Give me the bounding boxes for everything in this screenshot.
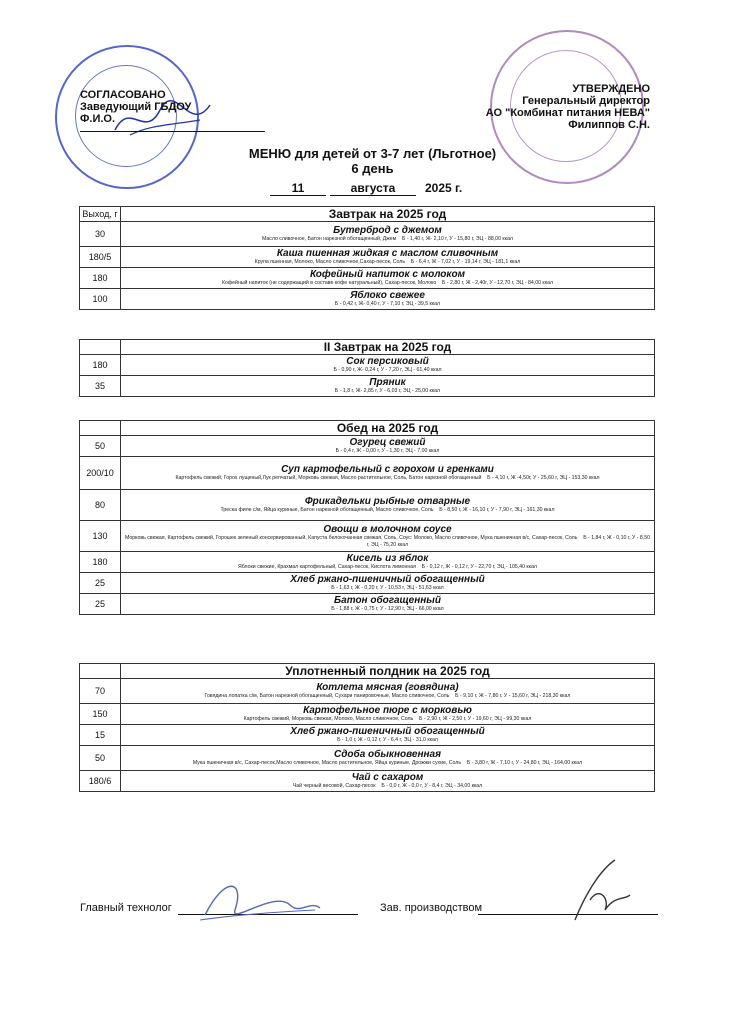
footer-technologist-label: Главный технолог <box>80 902 172 914</box>
dish-nutrition: Б - 3,80 г, Ж - 7,10 г, У - 24,80 г, ЭЦ - 164,00 ккал <box>466 760 583 767</box>
dish-nutrition: Б - 0,0 г, Ж - 0,0 г, У - 8,4 г, ЭЦ - 34,00 ккал <box>381 783 483 790</box>
section-title: Уплотненный полдник на 2025 год <box>121 664 655 679</box>
dish-weight: 180 <box>80 268 121 289</box>
dish-nutrition: Б - 1,88 г, Ж - 0,75 г, У - 12,90 г, ЭЦ - 66,00 ккал <box>331 606 444 613</box>
dish-name: Яблоко свежее <box>350 290 425 302</box>
dish-weight: 80 <box>80 490 121 521</box>
dish-composition <box>121 693 654 700</box>
dish-composition <box>121 716 654 723</box>
dish-cell <box>121 521 655 552</box>
dish-cell <box>121 679 655 704</box>
approval-left-title: СОГЛАСОВАНО <box>80 89 166 101</box>
dish-name: Хлеб ржано-пшеничный обогащенный <box>290 574 485 586</box>
dish-cell <box>121 573 655 594</box>
table-row <box>80 289 655 310</box>
dish-ingredients: Говядина лопатка с/м, Батон нарезной обогащенный, Сухари панировочные, Масло сливочное, Соль <box>204 693 450 700</box>
dish-nutrition: Б - 6,4 г, Ж - 7,02 г, У - 19,14 г, ЭЦ - 181,1 ккал <box>410 259 521 266</box>
table-row <box>80 679 655 704</box>
table-row <box>80 490 655 521</box>
dish-cell <box>121 222 655 247</box>
approval-right <box>486 83 650 131</box>
table-row <box>80 552 655 573</box>
signature-technologist <box>195 870 325 930</box>
table-row <box>80 268 655 289</box>
dish-composition <box>121 535 654 548</box>
dish-name: Каша пшенная жидкая с маслом сливочным <box>276 248 499 260</box>
dish-name: Фрикадельки рыбные отварные <box>304 496 471 508</box>
dish-cell <box>121 771 655 792</box>
menu-day: 6 день <box>351 161 394 176</box>
table-row <box>80 725 655 746</box>
dish-nutrition: Б - 0,4 г, Ж - 0,00 г, У - 1,30 г, ЭЦ - 7,00 ккал <box>335 448 440 455</box>
approval-right-name: Филиппов С.Н. <box>568 119 650 131</box>
table-row <box>80 521 655 552</box>
dish-nutrition: Б - 1,8 г, Ж- 2,85 г, У - 6,03 г, ЭЦ - 25,00 ккал <box>334 388 441 395</box>
dish-cell <box>121 247 655 268</box>
dish-weight: 130 <box>80 521 121 552</box>
dish-name: Котлета мясная (говядина) <box>316 682 459 694</box>
dish-weight: 15 <box>80 725 121 746</box>
dish-weight: 100 <box>80 289 121 310</box>
dish-name: Хлеб ржано-пшеничный обогащенный <box>290 726 485 738</box>
dish-nutrition: Б - 1,0 г, Ж - 0,12 г, У - 6,4 г, ЭЦ - 31,0 ккал <box>337 737 438 744</box>
dish-cell <box>121 746 655 771</box>
dish-cell <box>121 457 655 490</box>
dish-composition <box>121 760 654 767</box>
dish-name: Кисель из яблок <box>346 553 429 565</box>
meal-section-table <box>79 339 655 397</box>
approval-left-name-label: Ф.И.О. <box>80 113 116 125</box>
dish-weight: 50 <box>80 436 121 457</box>
dish-ingredients: Чай черный весовой, Сахар-песок <box>292 783 376 790</box>
date-year: 2025 г. <box>425 181 463 195</box>
table-row <box>80 704 655 725</box>
dish-cell <box>121 490 655 521</box>
dish-ingredients: Крупа пшенная, Молоко, Масло сливочное,Сахар-песок, Соль <box>254 259 406 266</box>
dish-nutrition: Б - 2,80 г, Ж - 2,40г, У - 12,70 г, ЭЦ - 84,00 ккал <box>442 280 553 287</box>
dish-name: Сдоба обыкновенная <box>334 749 441 761</box>
dish-weight: 25 <box>80 573 121 594</box>
section-header-row <box>80 664 655 679</box>
dish-cell <box>121 436 655 457</box>
meal-section-table <box>79 663 655 792</box>
column-header-weight <box>80 664 121 679</box>
date-day: 11 <box>270 181 326 196</box>
dish-weight: 180 <box>80 355 121 376</box>
dish-composition <box>121 783 654 790</box>
dish-weight: 30 <box>80 222 121 247</box>
section-header-row <box>80 421 655 436</box>
dish-ingredients: Мука пшеничная в/с, Сахар-песок,Масло сливочное, Масло растительное, Яйца куриные, Дрожжи сухие, Соль <box>192 760 462 767</box>
meal-section-table <box>79 420 655 615</box>
meal-section-table <box>79 206 655 310</box>
dish-cell <box>121 594 655 615</box>
dish-ingredients: Морковь свежая, Картофель свежий, Горошек зеленый консервированный, Капуста белокочанная свежая, Соль, Соус: Молоко, Масло сливочное, Мука пшеничная в/с, Сахар-песок, Соль <box>125 535 578 541</box>
dish-name: Суп картофельный с горохом и гренками <box>281 464 494 476</box>
dish-name: Кофейный напиток с молоком <box>309 269 465 281</box>
dish-weight: 180 <box>80 552 121 573</box>
dish-nutrition: Б - 0,12 г, Ж - 0,12 г, У - 22,70 г, ЭЦ - 105,40 ккал <box>421 564 537 571</box>
signature-line-left <box>80 131 265 132</box>
dish-name: Пряник <box>369 377 406 389</box>
approval-right-position: Генеральный директор <box>522 95 650 107</box>
section-header-row <box>80 340 655 355</box>
dish-ingredients: Кофейный напиток (не содержащий в составе кофе натуральный), Сахар-песок, Молоко <box>222 280 437 287</box>
approval-right-org: АО "Комбинат питания НЕВА" <box>485 107 650 119</box>
dish-composition <box>121 236 654 243</box>
dish-nutrition: Б - 2,90 г, Ж - 2,50 г, У - 19,60 г, ЭЦ - 99,30 ккал <box>419 716 532 723</box>
signature-production <box>555 855 635 925</box>
dish-weight: 70 <box>80 679 121 704</box>
footer-production-label: Зав. производством <box>380 902 483 914</box>
table-row <box>80 436 655 457</box>
section-header-row <box>80 207 655 222</box>
table-row <box>80 746 655 771</box>
dish-composition <box>121 448 654 455</box>
dish-cell <box>121 289 655 310</box>
dish-nutrition: Б - 1,40 г, Ж- 2,10 г, У - 15,80 г, ЭЦ - 88,00 ккал <box>402 236 513 243</box>
dish-cell <box>121 704 655 725</box>
dish-name: Чай с сахаром <box>351 772 424 784</box>
dish-name: Батон обогащенный <box>334 595 441 607</box>
approval-right-title: УТВЕРЖДЕНО <box>572 83 650 95</box>
dish-composition <box>121 585 654 592</box>
dish-composition <box>121 301 654 308</box>
dish-nutrition: Б - 1,63 г, Ж - 0,20 г, У - 10,53 г, ЭЦ - 51,63 ккал <box>331 585 444 592</box>
table-row <box>80 247 655 268</box>
dish-weight: 25 <box>80 594 121 615</box>
dish-name: Сок персиковый <box>346 356 429 368</box>
dish-composition <box>121 475 654 482</box>
dish-composition <box>121 737 654 744</box>
dish-ingredients: Масло сливочное, Батон нарезной обогащенный, Джем <box>262 236 397 243</box>
table-row <box>80 594 655 615</box>
column-header-weight <box>80 340 121 355</box>
dish-ingredients: Треска филе с/м, Яйца куриные, Батон нарезной обогащенный, Масло сливочное, Соль <box>220 507 434 514</box>
dish-weight: 180/5 <box>80 247 121 268</box>
section-title: Обед на 2025 год <box>121 421 655 436</box>
dish-composition <box>121 367 654 374</box>
dish-ingredients: Картофель свежий, Горох лущеный,Лук репчатый, Морковь свежая, Масло растительное, Соль, Батон нарезной обогащенный <box>175 475 482 482</box>
dish-name: Овощи в молочном соусе <box>323 524 452 535</box>
dish-nutrition: Б - 4,10 г, Ж -4,50г, У - 25,60 г, ЭЦ - 153,30 ккал <box>487 475 600 482</box>
date-month: августа <box>330 181 416 196</box>
dish-name: Бутерброд с джемом <box>333 225 442 237</box>
dish-weight: 35 <box>80 376 121 397</box>
dish-cell <box>121 268 655 289</box>
dish-composition <box>121 388 654 395</box>
table-row <box>80 573 655 594</box>
dish-cell <box>121 552 655 573</box>
column-header-weight <box>80 421 121 436</box>
approval-left-position: Заведующий ГБДОУ <box>80 101 192 113</box>
dish-weight: 200/10 <box>80 457 121 490</box>
menu-title: МЕНЮ для детей от 3-7 лет (Льготное) <box>248 146 497 161</box>
dish-weight: 180/6 <box>80 771 121 792</box>
dish-composition <box>121 280 654 287</box>
dish-ingredients: Яблоки свежие, Крахмал картофельный, Сахар-песок, Кислота лимонная <box>238 564 416 571</box>
dish-composition <box>121 507 654 514</box>
approval-left <box>80 89 191 125</box>
dish-nutrition: Б - 9,10 г, Ж - 7,80 г, У - 15,60 г, ЭЦ - 218,30 ккал <box>455 693 571 700</box>
dish-cell <box>121 355 655 376</box>
dish-nutrition: Б - 8,50 г, Ж - 16,10 г, У - 7,90 г, ЭЦ - 161,30 ккал <box>439 507 555 514</box>
dish-name: Картофельное пюре с морковью <box>303 705 472 717</box>
table-row <box>80 376 655 397</box>
dish-composition <box>121 259 654 266</box>
dish-composition <box>121 564 654 571</box>
dish-ingredients: Картофель свежий, Морковь свежая, Молоко, Масло сливочное, Соль <box>243 716 414 723</box>
dish-composition <box>121 606 654 613</box>
dish-cell <box>121 376 655 397</box>
dish-nutrition: Б - 0,42 г, Ж- 0,40 г, У - 7,10 г, ЭЦ - 39,5 ккал <box>334 301 441 308</box>
dish-weight: 150 <box>80 704 121 725</box>
column-header-weight: Выход, г <box>80 207 121 222</box>
dish-nutrition: Б - 0,90 г, Ж- 0,24 г, У - 7,20 г, ЭЦ - 61,40 ккал <box>333 367 442 374</box>
dish-cell <box>121 725 655 746</box>
section-title: Завтрак на 2025 год <box>121 207 655 222</box>
dish-weight: 50 <box>80 746 121 771</box>
table-row <box>80 222 655 247</box>
dish-name: Огурец свежий <box>349 437 426 449</box>
table-row <box>80 457 655 490</box>
section-title: II Завтрак на 2025 год <box>121 340 655 355</box>
dish-nutrition: Б - 1,84 г, Ж - 0,10 г, У - 8,50 г, ЭЦ - 75,20 ккал <box>366 535 650 548</box>
page-title <box>0 146 745 176</box>
table-row <box>80 355 655 376</box>
table-row <box>80 771 655 792</box>
